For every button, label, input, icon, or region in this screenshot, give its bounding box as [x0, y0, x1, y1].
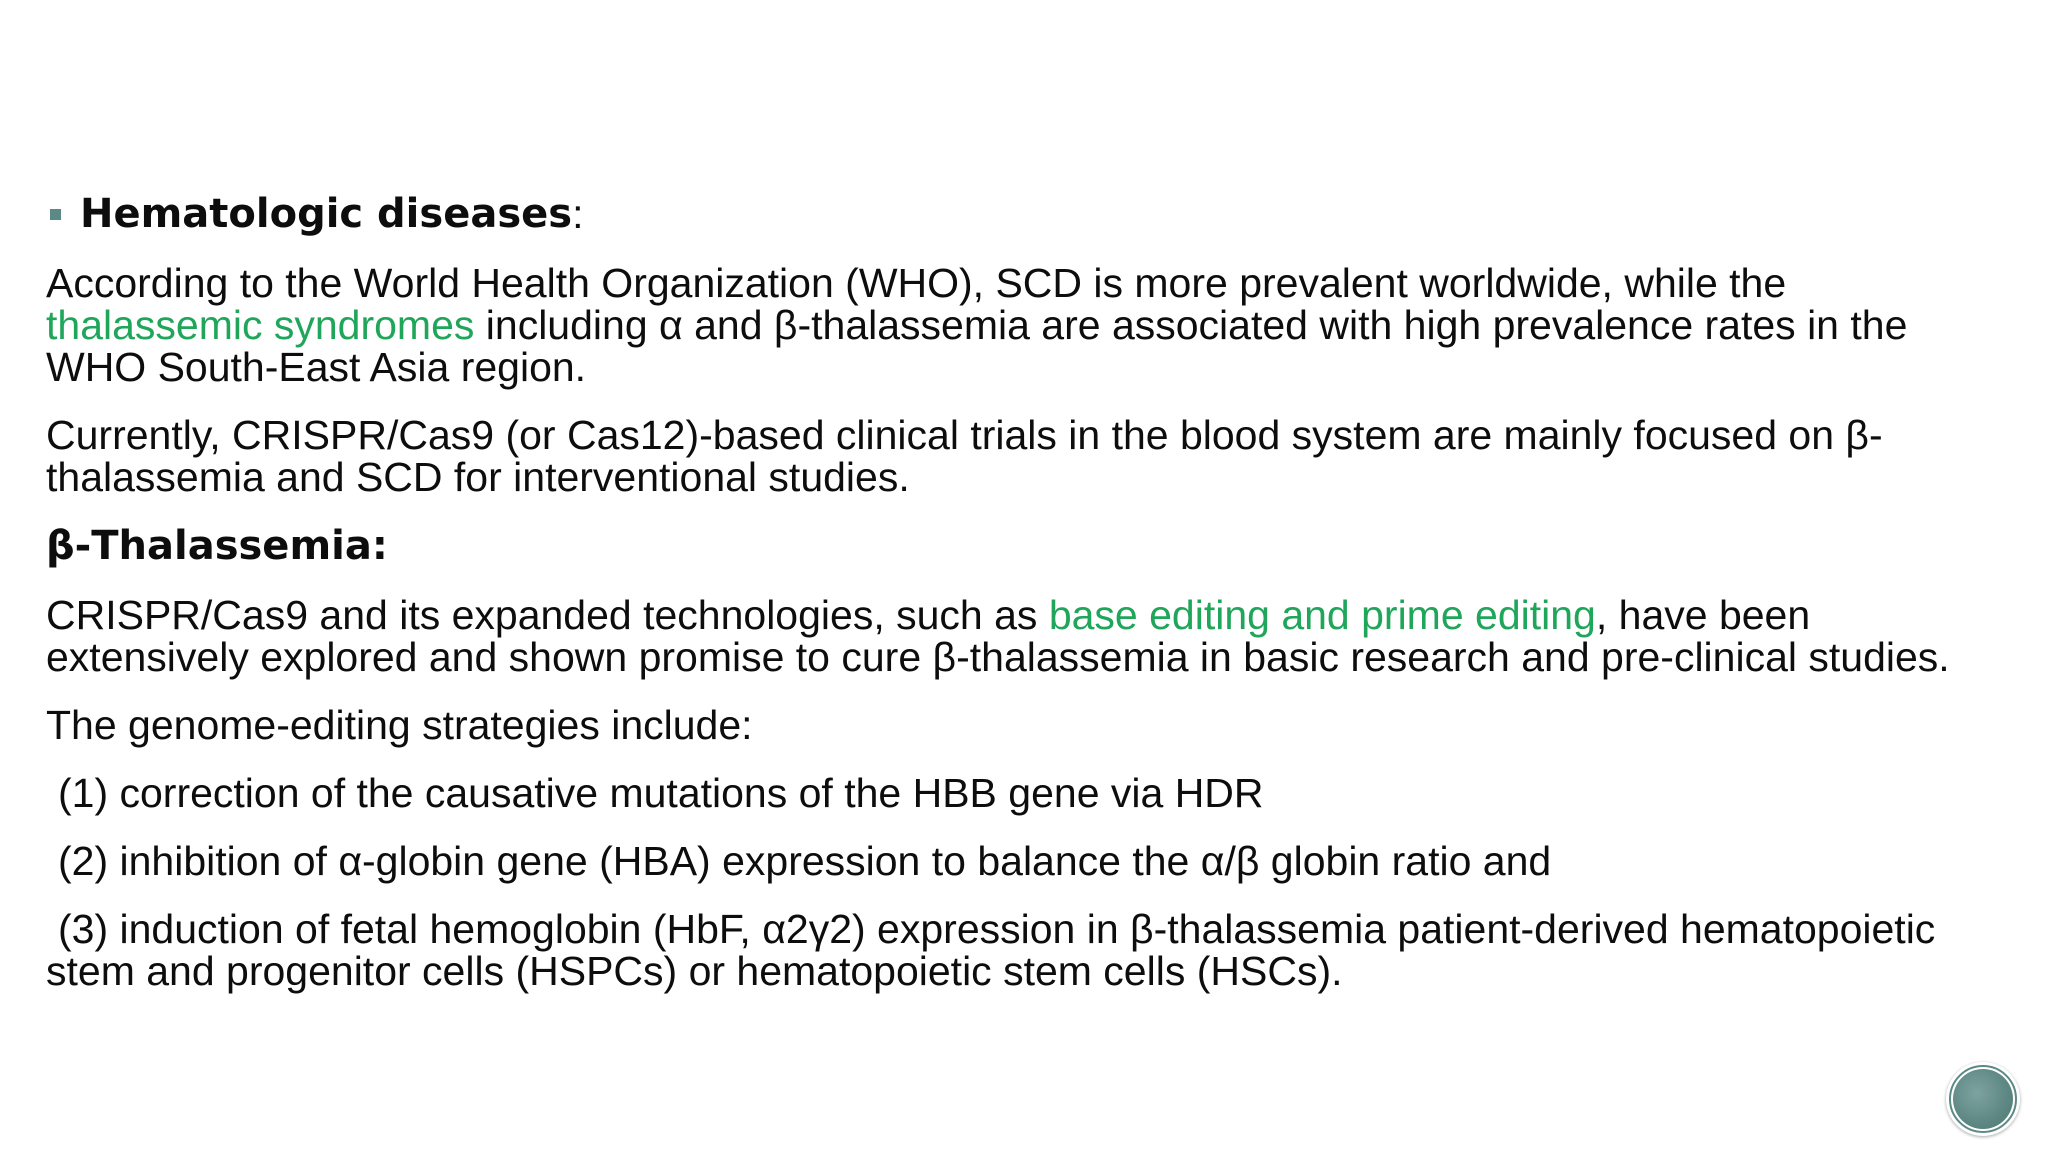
text-segment: , have been extensively explored and shown promise to cure β-thalassemia in basic research and pre-clinical studies.: [46, 592, 1950, 680]
slide-content: [46, 192, 2006, 1018]
square-bullet-icon: [50, 209, 61, 220]
slide-nav-circle-icon[interactable]: [1946, 1062, 2020, 1136]
paragraph-clinical-trials: Currently, CRISPR/Cas9 (or Cas12)-based clinical trials in the blood system are mainly focused on β-thalassemia and SCD for interventional studies.: [46, 412, 1883, 500]
heading-beta-thalassemia: β-Thalassemia:: [46, 523, 388, 569]
heading-colon: :: [572, 191, 584, 237]
paragraph-who-prevalence: [46, 262, 2006, 388]
paragraph-expanded-technologies: [46, 594, 2006, 678]
link-thalassemic-syndromes[interactable]: thalassemic syndromes: [46, 302, 475, 348]
strategy-item-2: (2) inhibition of α-globin gene (HBA) expression to balance the α/β globin ratio and: [58, 838, 1552, 884]
paragraph-strategies-intro: The genome-editing strategies include:: [46, 702, 753, 748]
strategy-item-3: [46, 908, 2006, 992]
section-heading-hematologic: [46, 192, 2006, 236]
link-base-prime-editing[interactable]: base editing and prime editing: [1048, 592, 1596, 638]
strategy-item-1: (1) correction of the causative mutations of the HBB gene via HDR: [58, 770, 1264, 816]
strategy-item-3-text: (3) induction of fetal hemoglobin (HbF, α2γ2) expression in β-thalassemia patient-derived hematopoietic stem and progenitor cells (HSPCs) or hematopoietic stem cells (HSCs).: [46, 906, 1936, 994]
heading-hematologic-diseases: Hematologic diseases: [80, 191, 573, 237]
nav-button-fill: [1953, 1069, 2013, 1129]
text-segment: According to the World Health Organization (WHO), SCD is more prevalent worldwide, while the: [46, 260, 1787, 306]
text-segment: including α and β-thalassemia are associated with high prevalence rates in the WHO South-East Asia region.: [46, 302, 1908, 390]
text-segment: CRISPR/Cas9 and its expanded technologies, such as: [46, 592, 1049, 638]
